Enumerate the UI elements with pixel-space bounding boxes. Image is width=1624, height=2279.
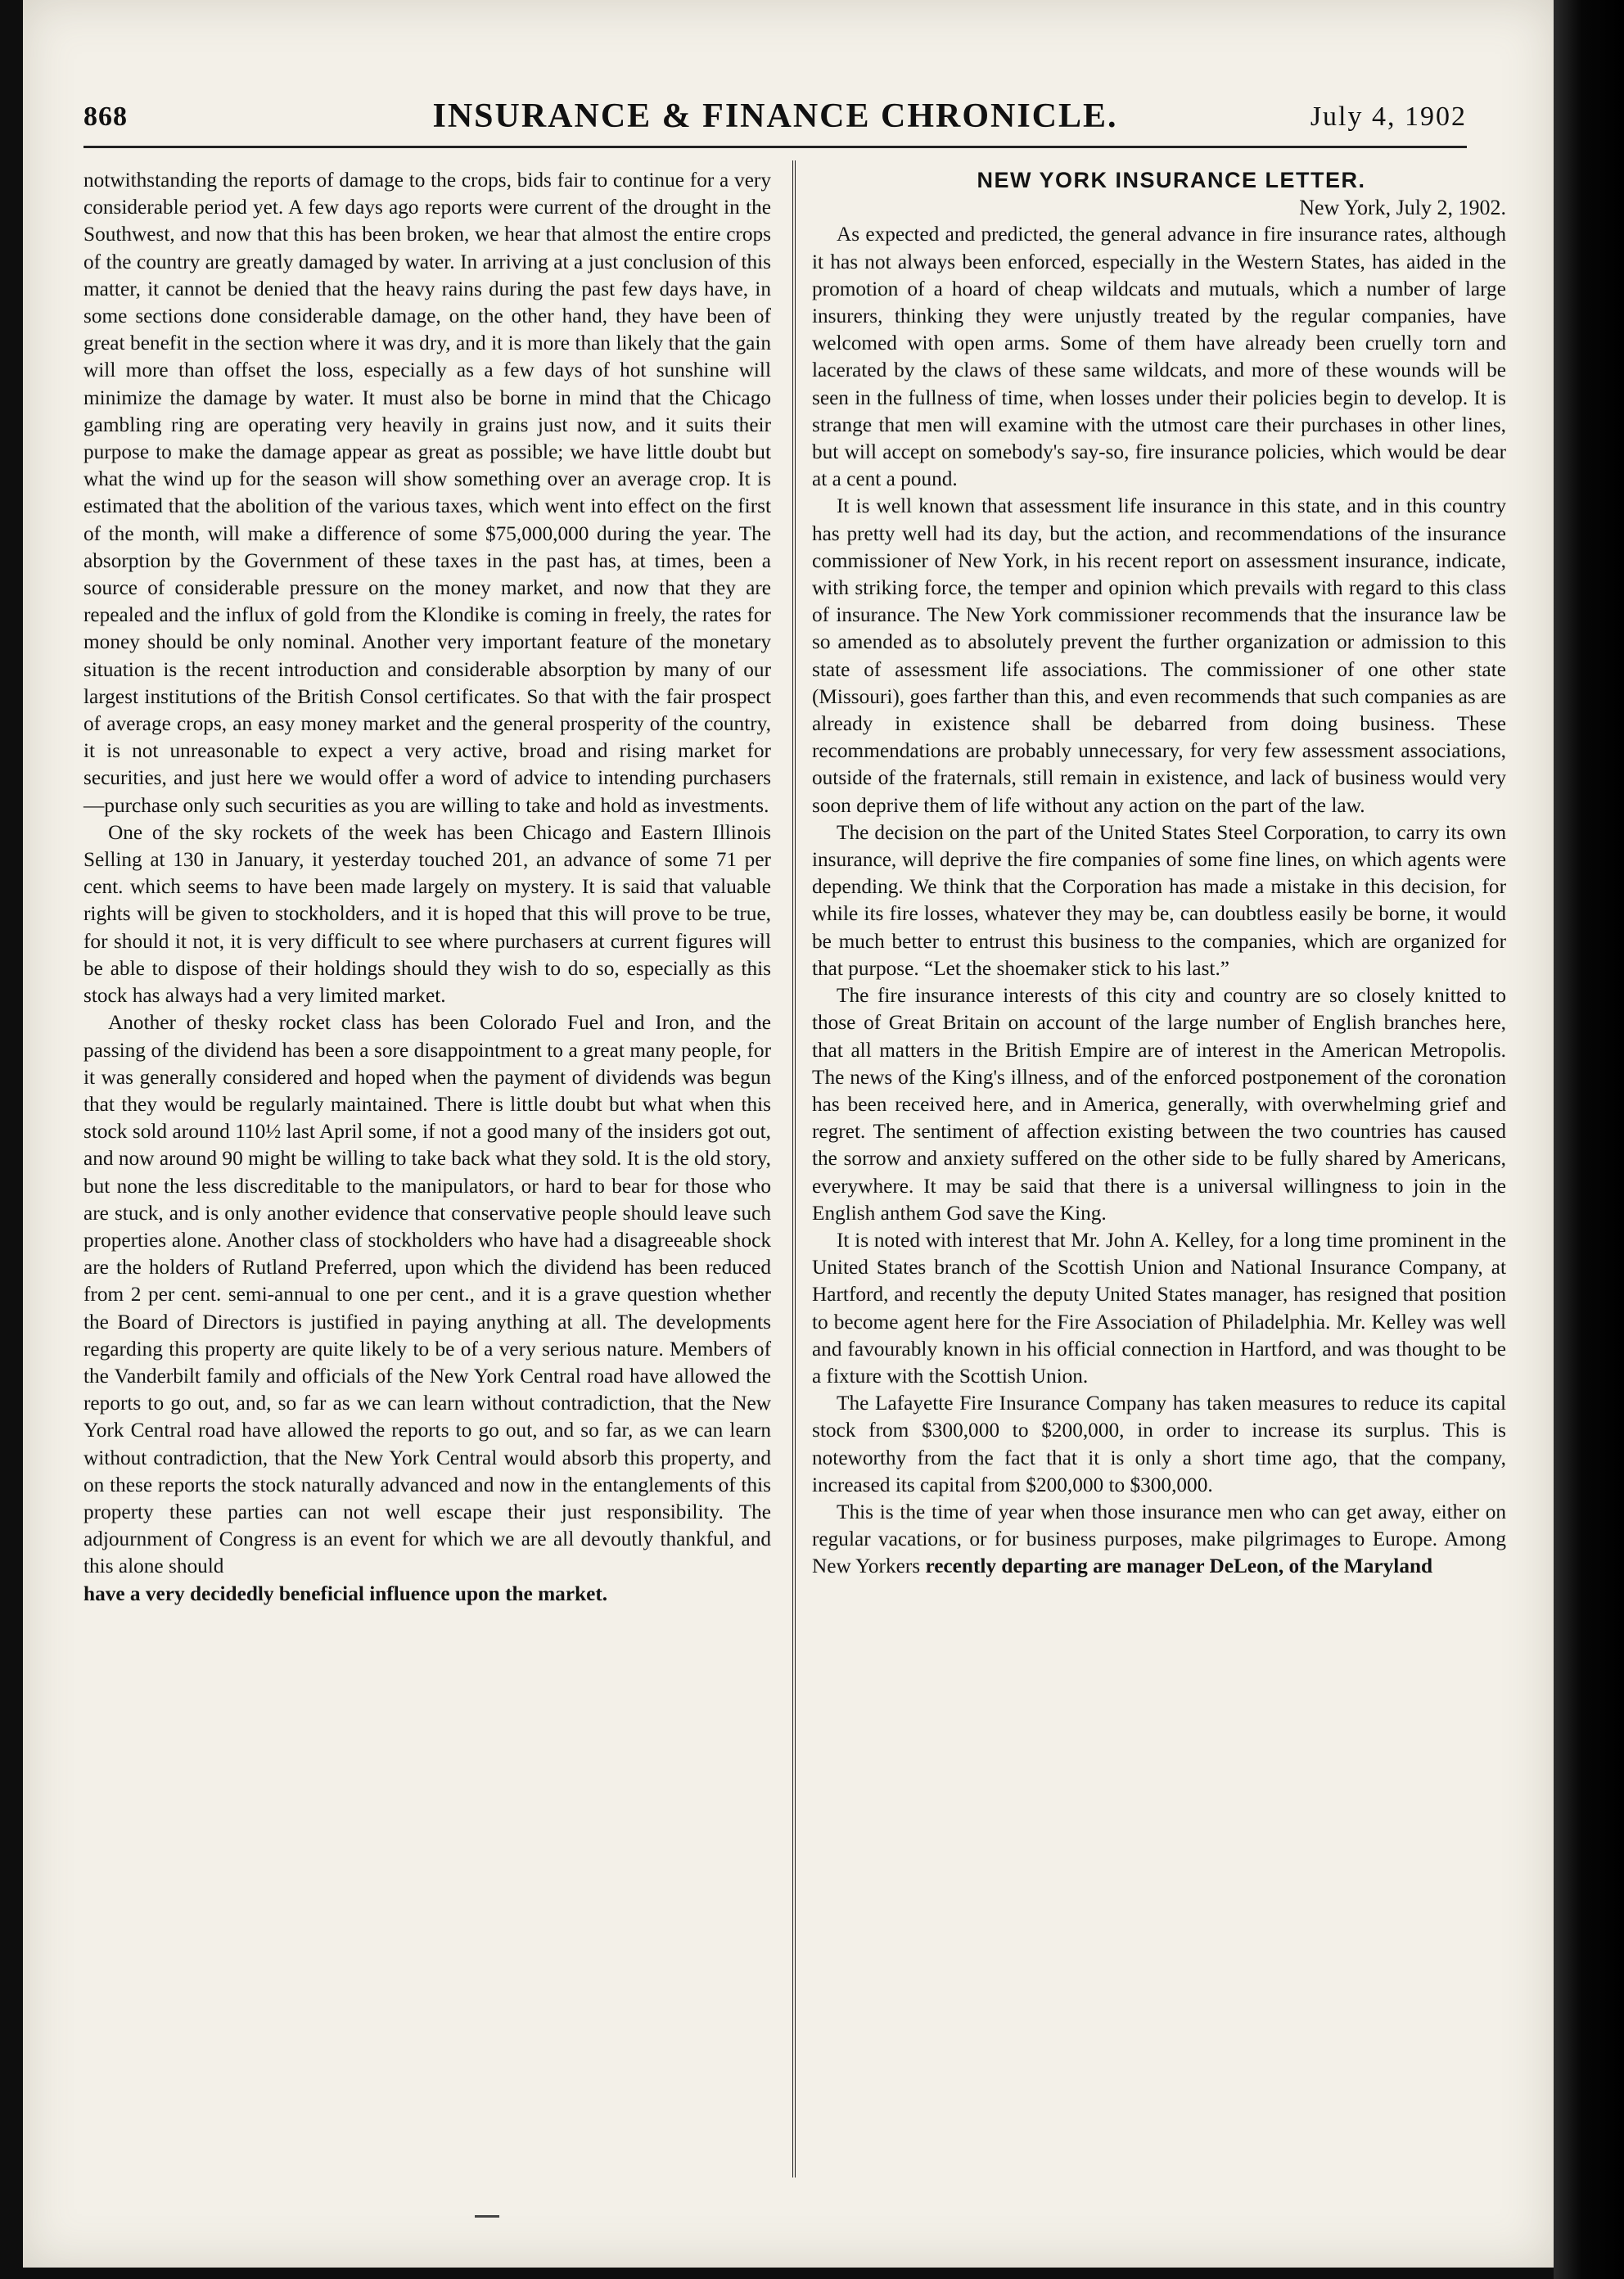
- paragraph: It is well known that assessment life insurance in this state, and in this country has pretty well had its day, but the action, and recommendations of the insurance commissioner of New York, in his recent report on assessment insurance, indicate, with striking force, the temper and opinion which prevails with regard to this class of insurance. The New York commissioner recommends that the insurance law be so amended as to absolutely prevent the further organization or admission to this state of assessment life associations. The commissioner of one other state (Missouri), goes farther than this, and even recommends that such companies as are already in existence shall be debarred from doing business. These recommendations are probably unnecessary, for very few assessment associations, outside of the fraternals, still remain in existence, and lack of business would very soon deprive them of life without any action on the part of the law.: [812, 494, 1506, 817]
- paragraph-last-lead: This is the time of year when those insurance men who can get away, either on regular vacations, or for business purposes, make pilgrimages to Europe. Among New Yorkers: [812, 1500, 1506, 1578]
- paragraph: The fire insurance interests of this city and country are so closely knitted to those of Great Britain on account of the large number of English branches here, that all matters in the British Empire are of interest in the American Metropolis. The news of the King's illness, and of the enforced postponement of the coronation has been received here, and in America, generally, with overwhelming grief and regret. The sentiment of affection existing between the two countries has caused the sorrow and anxiety suffered on the other side to be fully shared by Americans, everywhere. It may be said that there is a universal willingness to join in the English anthem God save the King.: [812, 984, 1506, 1225]
- issue-date: July 4, 1902: [1310, 102, 1467, 132]
- header-rule: [83, 146, 1467, 148]
- paragraph: The Lafayette Fire Insurance Company has taken measures to reduce its capital stock from $300,000 to $200,000, in order to increase its surplus. This is noteworthy from the fact that it is only a short time ago, that the company, increased its capital from $200,000 to $300,000.: [812, 1392, 1506, 1496]
- paragraph: The decision on the part of the United States Steel Corporation, to carry its own insurance, will deprive the fire companies of some fine lines, on which agents were depending. We think that the Corporation has made a mistake in this decision, for while its fire losses, whatever they may be, can doubtless easily be borne, it would be much better to entrust this business to the companies, which are organized for that purpose. “Let the shoemaker stick to his last.”: [812, 820, 1506, 980]
- paragraph: As expected and predicted, the general advance in fire insurance rates, although it has not always been enforced, especially in the Western States, has aided in the promotion of a hoard of cheap wildcats and mutuals, which a number of large insurers, thinking they were unjustly treated by the regular companies, have welcomed with open arms. Some of them have already been cruelly torn and lacerated by the claws of these same wildcats, and more of these wounds will be seen in the fullness of time, when losses under their policies begin to develop. It is strange that men will examine with the utmost care their purchases in other lines, but will accept on somebody's say-so, fire insurance policies, which would be dear at a cent a pound.: [812, 223, 1506, 491]
- page-header: [83, 92, 1467, 141]
- column-divider: [792, 160, 796, 2177]
- closing-bold-line: have a very decidedly beneficial influence upon the market.: [83, 1582, 608, 1605]
- paragraph: One of the sky rockets of the week has been Chicago and Eastern Illinois Selling at 130 in January, it yesterday touched 201, an advance of some 71 per cent. which seems to have been made largely on mystery. It is said that valuable rights will be given to stockholders, and it is hoped that this will prove to be true, for should it not, it is very difficult to see where purchasers at current figures will be able to dispose of their holdings should they wish to do so, especially as this stock has always had a very limited market.: [83, 820, 771, 1008]
- footer-mark: [475, 2215, 499, 2218]
- page-number: 868: [83, 102, 128, 132]
- article-dateline: New York, July 2, 1902.: [1299, 196, 1506, 220]
- paragraph-last: [812, 1499, 1506, 1581]
- scan-binding-edge: [1554, 0, 1624, 2279]
- paragraph: notwithstanding the reports of damage to the crops, bids fair to continue for a very considerable period yet. A few days ago reports were current of the drought in the Southwest, and now that this has been broken, we hear that almost the entire crops of the country are greatly damaged by water. In arriving at a just conclusion of this matter, it cannot be denied that the heavy rains during the past few days have, in some sections done considerable damage, on the other hand, they have been of great benefit in the section where it was dry, and it is more than likely that the gain will more than offset the loss, especially as a few days of hot sunshine will minimize the damage by water. It must also be borne in mind that the Chicago gambling ring are operating very heavily in grains just now, and it suits their purpose to make the damage appear as great as possible; we have little doubt but what the wind up for the season will show something over an average crop. It is estimated that the abolition of the various taxes, which went into effect on the first of the month, will make a difference of some $75,000,000 during the year. The absorption by the Government of these taxes in the past has, at times, been a source of considerable pressure on the money market, and now that they are repealed and the influx of gold from the Klondike is coming in freely, the rates for money should be only nominal. Another very important feature of the monetary situation is the recent introduction and considerable absorption by many of our largest institutions of the British Consol certificates. So that with the fair prospect of average crops, an easy money market and the general prosperity of the country, it is not unreasonable to expect a very active, broad and rising market for securities, and just here we would offer a word of advice to intending purchasers—purchase only such securities as you are willing to take and hold as investments.: [83, 169, 771, 817]
- right-column: [812, 167, 1506, 1581]
- left-column: [83, 167, 771, 1608]
- paragraph-last-bold: recently departing are manager DeLeon, of the Maryland: [925, 1555, 1433, 1578]
- article-title: NEW YORK INSURANCE LETTER.: [977, 168, 1366, 192]
- paragraph: It is noted with interest that Mr. John A. Kelley, for a long time prominent in the United States branch of the Scottish Union and National Insurance Company, at Hartford, and recently the deputy United States manager, has resigned that position to become agent here for the Fire Association of Philadelphia. Mr. Kelley was well and favourably known in his official connection in Hartford, and was thought to be a fixture with the Scottish Union.: [812, 1228, 1506, 1388]
- masthead-title: INSURANCE & FINANCE CHRONICLE.: [432, 97, 1118, 135]
- paragraph: Another of thesky rocket class has been Colorado Fuel and Iron, and the passing of the dividend has been a sore disappointment to a great many people, for it was generally considered and hoped when the payment of dividends was begun that they would be regularly maintained. There is little doubt but what when this stock sold around 110½ last April some, if not a good many of the insiders got out, and now around 90 might be willing to take back what they sold. It is the old story, but none the less discreditable to the manipulators, or hard to bear for those who are stuck, and is only another evidence that conservative people should leave such properties alone. Another class of stockholders who have had a disagreeable shock are the holders of Rutland Preferred, upon which the dividend has been reduced from 2 per cent. semi-annual to one per cent., and it is a grave question whether the Board of Directors is justified in paying anything at all. The developments regarding this property are quite likely to be of a very serious nature. Members of the Vanderbilt family and officials of the New York Central road have allowed the reports to go out, and, so far as we can learn without contradiction, that the New York Central road have allowed the reports to go out, and so far, as we can learn without contradiction, that the New York Central would absorb this property, and on these reports the stock naturally advanced and now in the entanglements of this property these parties can not well escape their just responsibility. The adjournment of Congress is an event for which we are all devoutly thankful, and this alone should: [83, 1011, 771, 1578]
